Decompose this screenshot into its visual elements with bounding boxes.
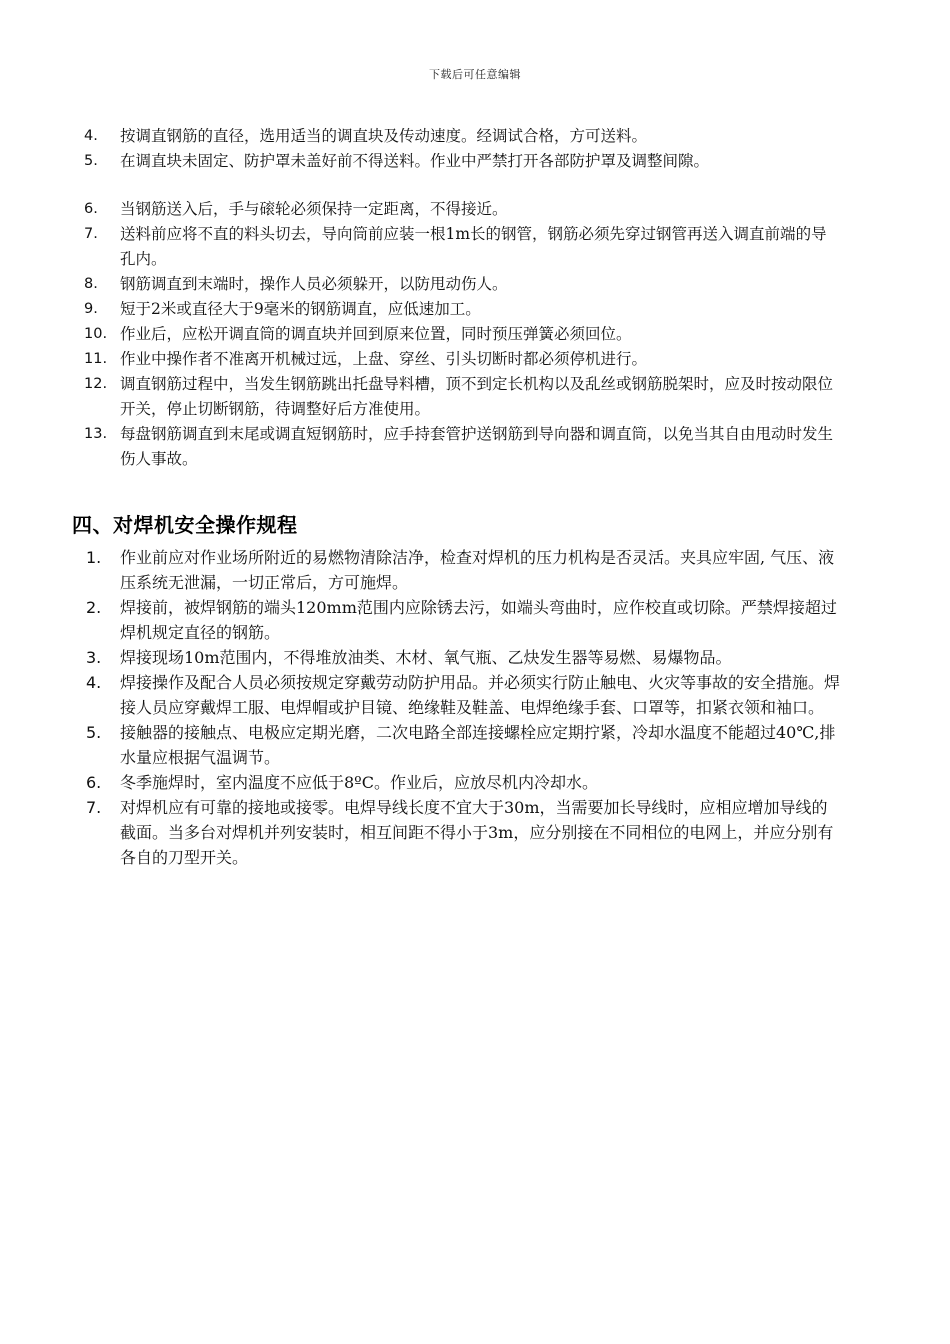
butt-welder-rules-list <box>0 545 950 870</box>
item-text: 调直钢筋过程中，当发生钢筋跳出托盘导料槽，顶不到定长机构以及乱丝或钢筋脱架时，应及时按动限位开关，停止切断钢筋，待调整好后方准使用。 <box>120 375 834 418</box>
list-item <box>0 222 950 272</box>
rebar-straightener-rules-list <box>0 124 950 472</box>
item-text: 作业后，应松开调直筒的调直块并回到原来位置，同时预压弹簧必须回位。 <box>120 325 632 343</box>
item-text: 接触器的接触点、电极应定期光磨，二次电路全部连接螺栓应定期拧紧，冷却水温度不能超过40℃,排水量应根据气温调节。 <box>120 723 836 767</box>
item-text: 冬季施焊时，室内温度不应低于8ºC。作业后，应放尽机内冷却水。 <box>120 773 598 792</box>
item-text: 焊接前，被焊钢筋的端头120mm范围内应除锈去污，如端头弯曲时，应作校直或切除。严禁焊接超过焊机规定直径的钢筋。 <box>120 598 837 642</box>
page-header-note: 下载后可任意编辑 <box>429 68 521 81</box>
item-text: 每盘钢筋调直到末尾或调直短钢筋时，应手持套管护送钢筋到导向器和调直筒，以免当其自由甩动时发生伤人事故。 <box>120 425 834 468</box>
item-text: 送料前应将不直的料头切去，导向筒前应装一根1m长的钢管，钢筋必须先穿过钢管再送入调直前端的导孔内。 <box>120 225 827 268</box>
item-number: 1. <box>86 548 102 567</box>
item-number: 7. <box>84 226 98 242</box>
list-item <box>0 720 950 770</box>
item-text: 对焊机应有可靠的接地或接零。电焊导线长度不宜大于30m，当需要加长导线时，应相应增加导线的截面。当多台对焊机并列安装时，相互间距不得小于3m，应分别接在不同相位的电网上，并应分别有各自的刀型开关。 <box>120 798 834 867</box>
item-text: 当钢筋送入后，手与磙轮必须保持一定距离，不得接近。 <box>120 200 508 218</box>
list-item <box>0 422 950 472</box>
list-item <box>0 545 950 595</box>
list-item <box>0 322 950 347</box>
item-text: 按调直钢筋的直径，选用适当的调直块及传动速度。经调试合格，方可送料。 <box>120 127 648 145</box>
item-number: 6. <box>84 201 98 217</box>
list-item <box>0 149 950 174</box>
list-item <box>0 347 950 372</box>
list-item <box>0 272 950 297</box>
item-number: 10. <box>84 326 108 342</box>
item-number: 11. <box>84 351 108 367</box>
item-number: 9. <box>84 301 98 317</box>
item-number: 7. <box>86 798 102 817</box>
section-heading: 四、对焊机安全操作规程 <box>72 513 298 537</box>
list-item <box>0 645 950 670</box>
item-number: 8. <box>84 276 98 292</box>
item-number: 4. <box>84 128 98 144</box>
item-number: 3. <box>86 648 102 667</box>
item-text: 在调直块未固定、防护罩未盖好前不得送料。作业中严禁打开各部防护罩及调整间隙。 <box>120 152 710 170</box>
item-number: 13. <box>84 426 108 442</box>
item-text: 钢筋调直到末端时，操作人员必须躲开，以防甩动伤人。 <box>120 275 508 293</box>
item-text: 焊接现场10m范围内，不得堆放油类、木材、氧气瓶、乙炔发生器等易燃、易爆物品。 <box>120 648 732 667</box>
list-item <box>0 124 950 149</box>
item-number: 2. <box>86 598 102 617</box>
item-number: 5. <box>86 723 102 742</box>
item-number: 6. <box>86 773 102 792</box>
list-item <box>0 595 950 645</box>
list-item <box>0 372 950 422</box>
item-text: 短于2米或直径大于9毫米的钢筋调直，应低速加工。 <box>120 300 481 318</box>
item-number: 12. <box>84 376 108 392</box>
item-text: 作业中操作者不准离开机械过远，上盘、穿丝、引头切断时都必须停机进行。 <box>120 350 648 368</box>
item-text: 焊接操作及配合人员必须按规定穿戴劳动防护用品。并必须实行防止触电、火灾等事故的安全措施。焊接人员应穿戴焊工服、电焊帽或护目镜、绝缘鞋及鞋盖、电焊绝缘手套、口罩等，扣紧衣领和袖口。 <box>120 673 841 717</box>
item-number: 4. <box>86 673 102 692</box>
item-text: 作业前应对作业场所附近的易燃物清除洁净，检查对焊机的压力机构是否灵活。夹具应牢固, 气压、液压系统无泄漏，一切正常后，方可施焊。 <box>120 548 835 592</box>
list-item <box>0 670 950 720</box>
list-item <box>0 297 950 322</box>
list-item <box>0 770 950 795</box>
list-item <box>0 197 950 222</box>
list-item <box>0 795 950 870</box>
item-number: 5. <box>84 153 98 169</box>
